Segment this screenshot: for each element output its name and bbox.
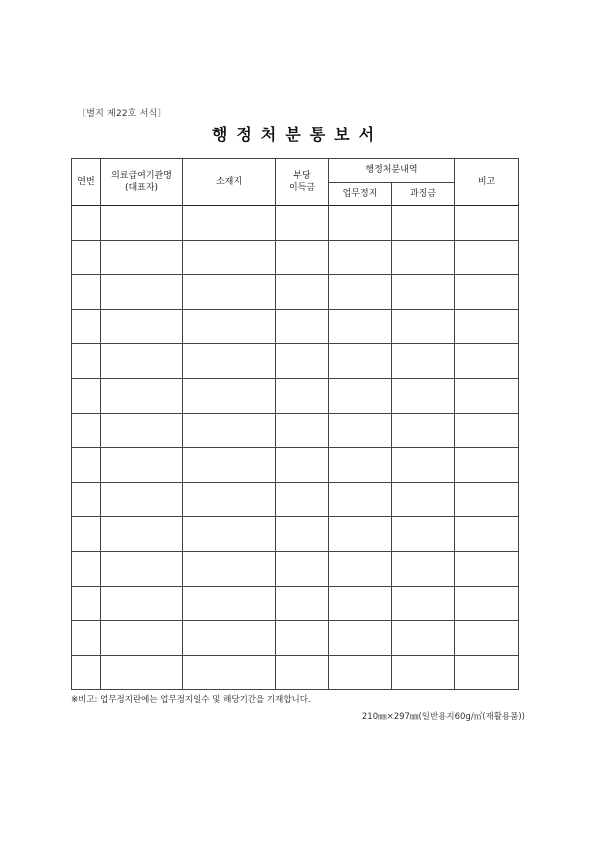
institution-cell[interactable]: [101, 309, 183, 344]
institution-cell[interactable]: [101, 517, 183, 552]
table-row: [72, 551, 519, 586]
unjust-profit-cell[interactable]: [276, 586, 329, 621]
serial-cell[interactable]: [72, 655, 101, 690]
address-cell[interactable]: [183, 655, 276, 690]
institution-cell[interactable]: [101, 655, 183, 690]
business-suspension-cell[interactable]: [329, 655, 392, 690]
table-row: [72, 621, 519, 656]
address-cell[interactable]: [183, 482, 276, 517]
header-institution-representative: (대표자): [124, 183, 159, 193]
penalty-surcharge-cell[interactable]: [392, 309, 455, 344]
penalty-surcharge-cell[interactable]: [392, 551, 455, 586]
paper-spec: 210㎜×297㎜(일반용지60g/㎡(재활용품)): [361, 712, 525, 722]
serial-cell[interactable]: [72, 344, 101, 379]
business-suspension-cell[interactable]: [329, 309, 392, 344]
form-number-label: 〔별지 제22호 서식〕: [77, 109, 167, 119]
unjust-profit-cell[interactable]: [276, 240, 329, 275]
header-institution: [101, 159, 183, 206]
penalty-surcharge-cell[interactable]: [392, 482, 455, 517]
address-cell[interactable]: [183, 206, 276, 241]
institution-cell[interactable]: [101, 621, 183, 656]
penalty-surcharge-cell[interactable]: [392, 517, 455, 552]
header-unjust-profit-line2: 이득금: [288, 183, 316, 193]
penalty-surcharge-cell[interactable]: [392, 621, 455, 656]
address-cell[interactable]: [183, 240, 276, 275]
address-cell[interactable]: [183, 586, 276, 621]
institution-cell[interactable]: [101, 240, 183, 275]
business-suspension-cell[interactable]: [329, 240, 392, 275]
unjust-profit-cell[interactable]: [276, 551, 329, 586]
serial-cell[interactable]: [72, 482, 101, 517]
remarks-cell[interactable]: [455, 206, 519, 241]
serial-cell[interactable]: [72, 206, 101, 241]
table-row: [72, 448, 519, 483]
institution-cell[interactable]: [101, 344, 183, 379]
unjust-profit-cell[interactable]: [276, 655, 329, 690]
serial-cell[interactable]: [72, 517, 101, 552]
institution-cell[interactable]: [101, 551, 183, 586]
serial-cell[interactable]: [72, 448, 101, 483]
table-row: [72, 309, 519, 344]
business-suspension-cell[interactable]: [329, 482, 392, 517]
disposition-report-table: [71, 158, 519, 690]
institution-cell[interactable]: [101, 275, 183, 310]
business-suspension-cell[interactable]: [329, 344, 392, 379]
remarks-note: ※비고: 업무정지란에는 업무정지일수 및 해당기간을 기재합니다.: [71, 695, 311, 705]
table-row: [72, 344, 519, 379]
penalty-surcharge-cell[interactable]: [392, 378, 455, 413]
remarks-cell[interactable]: [455, 621, 519, 656]
remarks-cell[interactable]: [455, 448, 519, 483]
table-row: [72, 655, 519, 690]
business-suspension-cell[interactable]: [329, 517, 392, 552]
serial-cell[interactable]: [72, 413, 101, 448]
unjust-profit-cell[interactable]: [276, 413, 329, 448]
table-row: [72, 206, 519, 241]
penalty-surcharge-cell[interactable]: [392, 586, 455, 621]
header-address: 소재지: [183, 159, 276, 206]
serial-cell[interactable]: [72, 309, 101, 344]
table-row: [72, 275, 519, 310]
remarks-cell[interactable]: [455, 344, 519, 379]
institution-cell[interactable]: [101, 482, 183, 517]
remarks-cell[interactable]: [455, 482, 519, 517]
business-suspension-cell[interactable]: [329, 413, 392, 448]
header-institution-name: 의료급여기관명: [111, 170, 172, 181]
serial-cell[interactable]: [72, 275, 101, 310]
address-cell[interactable]: [183, 413, 276, 448]
institution-cell[interactable]: [101, 413, 183, 448]
report-table-body: [72, 206, 519, 690]
unjust-profit-cell[interactable]: [276, 344, 329, 379]
business-suspension-cell[interactable]: [329, 621, 392, 656]
unjust-profit-cell[interactable]: [276, 482, 329, 517]
address-cell[interactable]: [183, 309, 276, 344]
remarks-cell[interactable]: [455, 655, 519, 690]
table-row: [72, 378, 519, 413]
address-cell[interactable]: [183, 344, 276, 379]
remarks-cell[interactable]: [455, 413, 519, 448]
business-suspension-cell[interactable]: [329, 378, 392, 413]
unjust-profit-cell[interactable]: [276, 517, 329, 552]
address-cell[interactable]: [183, 551, 276, 586]
institution-cell[interactable]: [101, 378, 183, 413]
penalty-surcharge-cell[interactable]: [392, 413, 455, 448]
header-unjust-profit-line1: 부당: [293, 170, 311, 181]
serial-cell[interactable]: [72, 621, 101, 656]
table-row: [72, 517, 519, 552]
unjust-profit-cell[interactable]: [276, 621, 329, 656]
business-suspension-cell[interactable]: [329, 551, 392, 586]
penalty-surcharge-cell[interactable]: [392, 206, 455, 241]
remarks-cell[interactable]: [455, 309, 519, 344]
remarks-cell[interactable]: [455, 378, 519, 413]
address-cell[interactable]: [183, 448, 276, 483]
serial-cell[interactable]: [72, 240, 101, 275]
header-penalty-surcharge: 과징금: [392, 183, 455, 206]
header-serial: 연번: [72, 159, 101, 206]
penalty-surcharge-cell[interactable]: [392, 275, 455, 310]
business-suspension-cell[interactable]: [329, 448, 392, 483]
table-row: [72, 413, 519, 448]
unjust-profit-cell[interactable]: [276, 275, 329, 310]
address-cell[interactable]: [183, 621, 276, 656]
header-remarks: 비고: [455, 159, 519, 206]
serial-cell[interactable]: [72, 586, 101, 621]
address-cell[interactable]: [183, 378, 276, 413]
unjust-profit-cell[interactable]: [276, 309, 329, 344]
unjust-profit-cell[interactable]: [276, 206, 329, 241]
serial-cell[interactable]: [72, 551, 101, 586]
institution-cell[interactable]: [101, 586, 183, 621]
penalty-surcharge-cell[interactable]: [392, 344, 455, 379]
header-disposition-group: 행정처분내역: [329, 159, 455, 183]
business-suspension-cell[interactable]: [329, 586, 392, 621]
business-suspension-cell[interactable]: [329, 206, 392, 241]
remarks-cell[interactable]: [455, 517, 519, 552]
unjust-profit-cell[interactable]: [276, 378, 329, 413]
institution-cell[interactable]: [101, 448, 183, 483]
table-row: [72, 586, 519, 621]
penalty-surcharge-cell[interactable]: [392, 448, 455, 483]
document-title: 행정처분통보서: [211, 125, 384, 144]
penalty-surcharge-cell[interactable]: [392, 655, 455, 690]
institution-cell[interactable]: [101, 206, 183, 241]
remarks-cell[interactable]: [455, 586, 519, 621]
business-suspension-cell[interactable]: [329, 275, 392, 310]
header-unjust-profit: [276, 159, 329, 206]
penalty-surcharge-cell[interactable]: [392, 240, 455, 275]
remarks-cell[interactable]: [455, 275, 519, 310]
address-cell[interactable]: [183, 275, 276, 310]
remarks-cell[interactable]: [455, 551, 519, 586]
address-cell[interactable]: [183, 517, 276, 552]
remarks-cell[interactable]: [455, 240, 519, 275]
header-business-suspension: 업무정지: [329, 183, 392, 206]
unjust-profit-cell[interactable]: [276, 448, 329, 483]
table-row: [72, 482, 519, 517]
serial-cell[interactable]: [72, 378, 101, 413]
table-row: [72, 240, 519, 275]
